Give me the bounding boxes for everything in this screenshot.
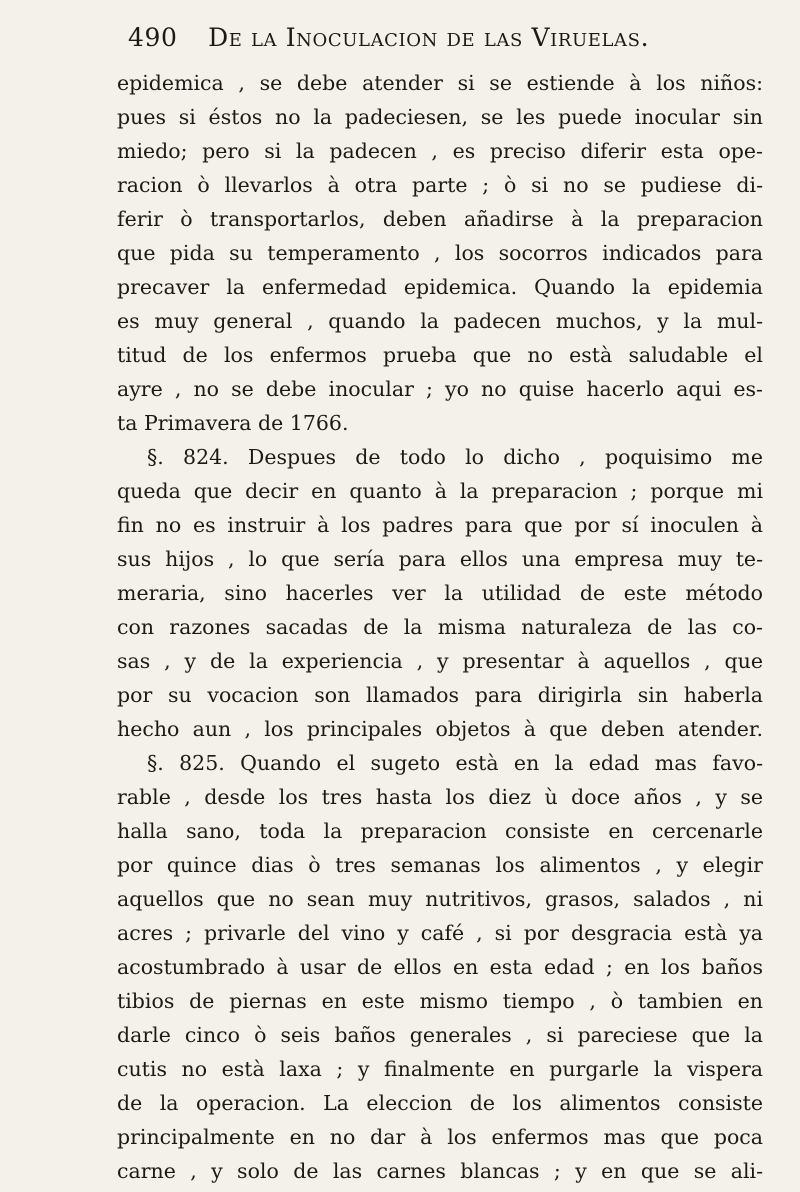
text-line: cutis no està laxa ; y finalmente en purgarle la vispera [117,1057,763,1081]
text-line: meraria, sino hacerles ver la utilidad de este método [117,581,763,605]
text-line: epidemica , se debe atender si se estiende à los niños: [117,71,763,95]
text-line: principalmente en no dar à los enfermos mas que poca [117,1125,763,1149]
text-line: hecho aun , los principales objetos à que deben atender. [117,717,763,741]
paragraph-825-start: §. 825. Quando el sugeto està en la edad mas favo- [147,751,763,775]
text-line: es muy general , quando la padecen muchos, y la mul- [117,309,763,333]
text-line: sus hijos , lo que sería para ellos una empresa muy te- [117,547,763,571]
text-line: con razones sacadas de la misma naturaleza de las co- [117,615,763,639]
text-line: de la operacion. La eleccion de los alimentos consiste [117,1091,763,1115]
text-line: aquellos que no sean muy nutritivos, grasos, salados , ni [117,887,763,911]
text-line: carne , y solo de las carnes blancas ; y en que se ali- [117,1159,763,1183]
text-line: ayre , no se debe inocular ; yo no quise hacerlo aqui es- [117,377,763,401]
running-title: De la Inoculacion de las Viruelas. [208,23,650,52]
running-head [128,18,728,58]
text-line: rable , desde los tres hasta los diez ù doce años , y se [117,785,763,809]
text-line: titud de los enfermos prueba que no està saludable el [117,343,763,367]
text-line: halla sano, toda la preparacion consiste en cercenarle [117,819,763,843]
text-line: por su vocacion son llamados para dirigirla sin haberla [117,683,763,707]
text-line: acres ; privarle del vino y café , si por desgracia està ya [117,921,763,945]
text-line: ta Primavera de 1766. [117,411,349,435]
paragraph-824-start: §. 824. Despues de todo lo dicho , poquisimo me [147,445,763,469]
text-line: tibios de piernas en este mismo tiempo , ò tambien en [117,989,763,1013]
text-line: acostumbrado à usar de ellos en esta edad ; en los baños [117,955,763,979]
text-line: fin no es instruir à los padres para que por sí inoculen à [117,513,763,537]
text-line: ferir ò transportarlos, deben añadirse à la preparacion [117,207,763,231]
text-line: pues si éstos no la padeciesen, se les puede inocular sin [117,105,763,129]
text-line: darle cinco ò seis baños generales , si pareciese que la [117,1023,763,1047]
page-number: 490 [128,23,178,52]
text-line: precaver la enfermedad epidemica. Quando la epidemia [117,275,763,299]
text-line: sas , y de la experiencia , y presentar à aquellos , que [117,649,763,673]
text-line: que pida su temperamento , los socorros indicados para [117,241,763,265]
text-line: racion ò llevarlos à otra parte ; ò si no se pudiese di- [117,173,763,197]
text-line: queda que decir en quanto à la preparacion ; porque mi [117,479,763,503]
text-line: por quince dias ò tres semanas los alimentos , y elegir [117,853,763,877]
text-line: miedo; pero si la padecen , es preciso diferir esta ope- [117,139,763,163]
